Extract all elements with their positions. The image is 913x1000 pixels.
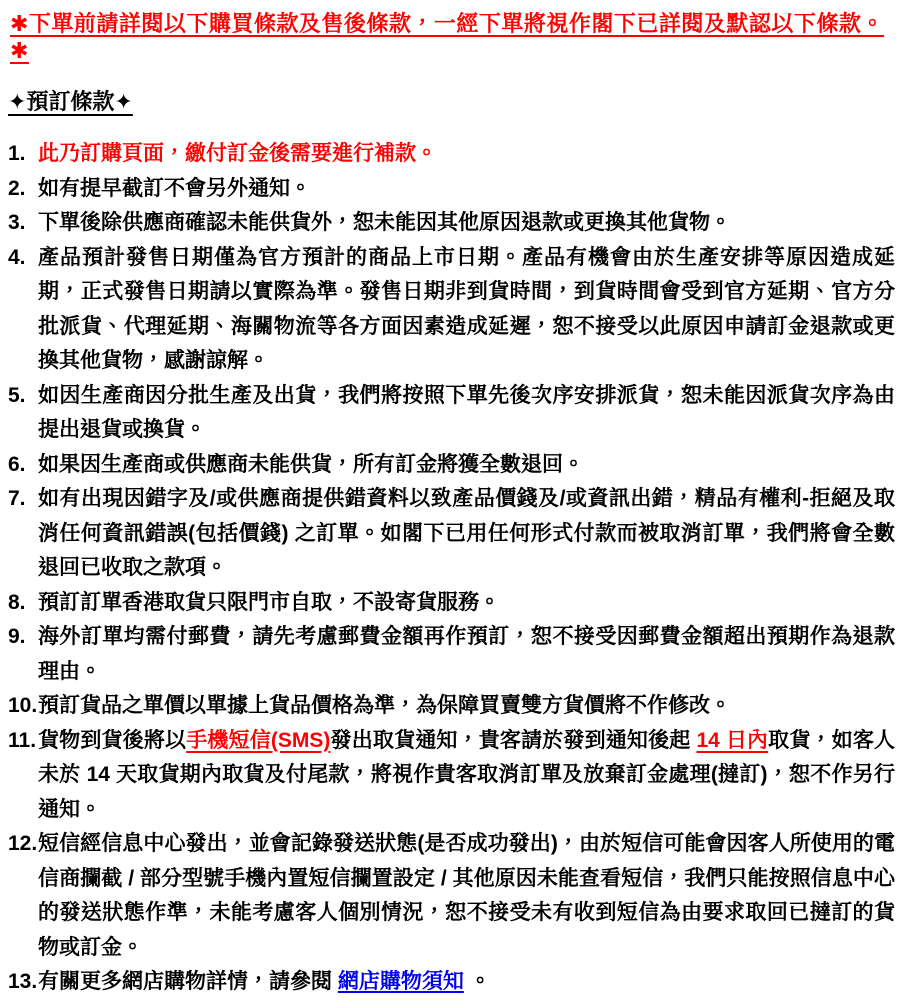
term-number: 2.: [8, 176, 26, 200]
red-highlight-text: 14 日內: [696, 728, 769, 752]
term-number: 9.: [8, 625, 26, 648]
term-item-2: [8, 172, 895, 207]
term-text: 取貨，如客人未於 14 天取貨期內取貨及付尾款，將視作貴客取消訂單及放棄訂金處理(撻訂)，恕不作另行通知。: [38, 728, 896, 821]
term-text: 如果因生產商或供應商未能供貨，所有訂金將獲全數退回。: [38, 452, 584, 476]
term-number: 3.: [8, 211, 26, 234]
term-item-11: [8, 724, 895, 828]
term-number: 11.: [8, 728, 37, 752]
term-text: 如有出現因錯字及/或供應商提供錯資料以致產品價錢及/或資訊出錯，精品有權利-拒絕及取消任何資訊錯誤(包括價錢) 之訂單。如閣下已用任何形式付款而被取消訂單，我們將會全數退回已收取之款項。: [38, 487, 895, 579]
term-item-10: [8, 689, 895, 724]
term-item-1: [8, 137, 895, 172]
term-text: 如有提早截訂不會另外通知。: [38, 176, 311, 200]
red-term-text: 此乃訂購頁面，繳付訂金後需要進行補款。: [38, 142, 437, 165]
shop-guide-link[interactable]: 網店購物須知: [337, 970, 464, 993]
term-text: 有關更多網店購物詳情，請參閱: [38, 970, 338, 993]
red-highlight-text: 手機短信(SMS): [186, 728, 331, 752]
pre-order-warning-heading: ✱下單前請詳閱以下購買條款及售後條款，一經下單將視作閣下已詳閱及默認以下條款。✱: [10, 11, 884, 63]
term-text: 貨物到貨後將以: [38, 728, 187, 752]
section-title-preorder-terms: ✦預訂條款✦: [8, 89, 133, 114]
terms-list: [8, 137, 895, 1000]
term-text: 發出取貨通知，貴客請於發到通知後起: [330, 728, 697, 752]
term-item-8: [8, 586, 895, 621]
term-text: 預訂貨品之單價以單據上貨品價格為準，為保障買賣雙方貨價將不作修改。: [38, 694, 731, 717]
term-item-7: [8, 482, 895, 586]
term-item-6: [8, 448, 895, 483]
term-number: 5.: [8, 383, 26, 407]
term-text: 下單後除供應商確認未能供貨外，恕未能因其他原因退款或更換其他貨物。: [38, 211, 731, 234]
term-item-3: [8, 206, 895, 241]
term-text: 產品預計發售日期僅為官方預計的商品上市日期。產品有機會由於生產安排等原因造成延期，正式發售日期請以實際為準。發售日期非到貨時間，到貨時間會受到官方延期、官方分批派貨、代理延期、海關物流等各方面因素造成延遲，恕不接受以此原因申請訂金退款或更換其他貨物，感謝諒解。: [38, 245, 895, 372]
term-text: 預訂訂單香港取貨只限門市自取，不設寄貨服務。: [38, 590, 500, 614]
term-item-5: [8, 379, 895, 448]
term-item-4: [8, 241, 895, 379]
term-number: 12.: [8, 832, 38, 855]
term-text: 短信經信息中心發出，並會記錄發送狀態(是否成功發出)，由於短信可能會因客人所使用的電信商攔截 / 部分型號手機內置短信攔置設定 / 其他原因未能查看短信，我們只能按照信息中心的發送狀態作準，未能考慮客人個別情況，恕不接受未有收到短信為由要求取回已撻訂的貨物或訂金。: [38, 832, 895, 959]
term-text: 海外訂單均需付郵費，請先考慮郵費金額再作預訂，恕不接受因郵費金額超出預期作為退款理由。: [38, 625, 895, 683]
term-item-13: [8, 965, 895, 1000]
term-item-12: [8, 827, 895, 965]
term-text: 。: [463, 970, 491, 993]
term-number: 1.: [8, 142, 26, 165]
term-text: 如因生產商因分批生產及出貨，我們將按照下單先後次序安排派貨，恕未能因派貨次序為由提出退貨或換貨。: [38, 383, 895, 441]
term-number: 6.: [8, 452, 26, 476]
term-number: 8.: [8, 590, 26, 614]
term-item-9: [8, 620, 895, 689]
term-number: 13.: [8, 970, 38, 993]
term-number: 10.: [8, 694, 38, 717]
term-number: 7.: [8, 487, 26, 510]
term-number: 4.: [8, 245, 26, 269]
